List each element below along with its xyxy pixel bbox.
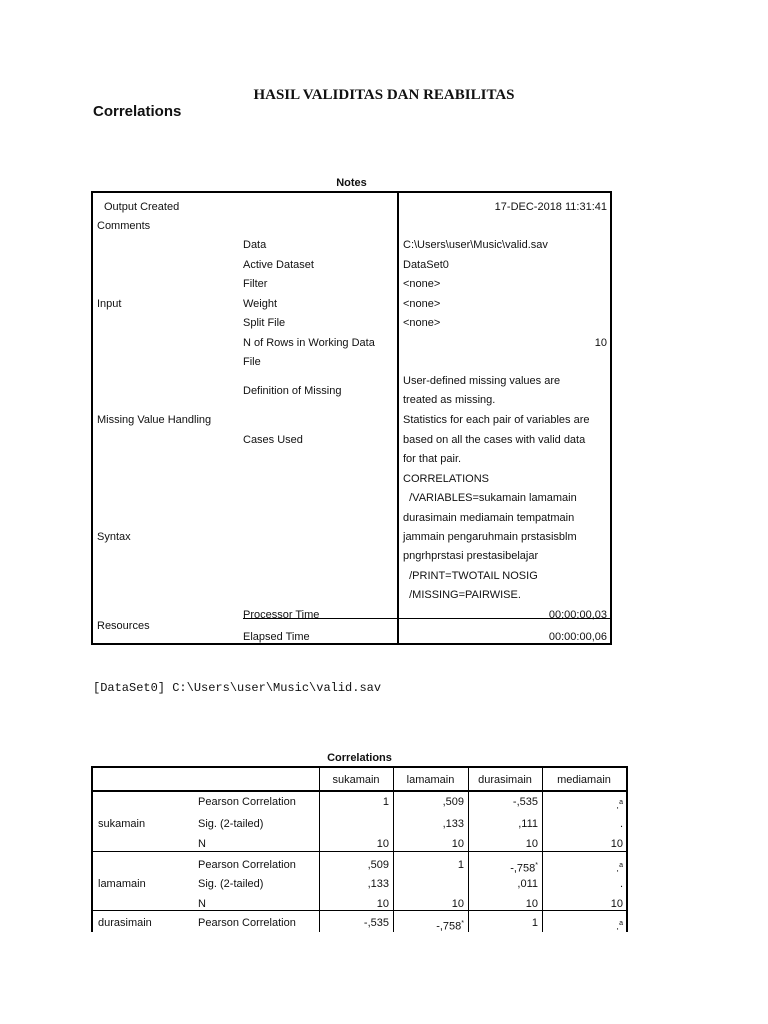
correlation-value-cell: ,133	[442, 818, 464, 830]
output-created-label: Output Created	[104, 201, 180, 213]
cases-used-label: Cases Used	[243, 434, 303, 446]
resources-label: Resources	[97, 620, 150, 632]
active-dataset-label: Active Dataset	[243, 259, 314, 271]
split-file-value: <none>	[403, 317, 441, 329]
syntax-line: /MISSING=PAIRWISE.	[403, 589, 521, 601]
definition-missing-value-continued: treated as missing.	[403, 394, 496, 406]
data-label: Data	[243, 239, 267, 251]
elapsed-time-label: Elapsed Time	[243, 631, 310, 643]
elapsed-time-value: 00:00:00,06	[548, 631, 607, 643]
syntax-line: /VARIABLES=sukamain lamamain	[403, 492, 577, 504]
correlation-value-cell: -,535	[512, 796, 538, 808]
correlation-value-cell: ,509	[442, 796, 464, 808]
correlation-value-cell: -,758*	[510, 862, 538, 875]
correlation-value-cell: 10	[451, 898, 464, 910]
stat-label: Sig. (2-tailed)	[198, 818, 264, 830]
correlations-caption: Correlations	[327, 752, 392, 764]
correlation-value-cell: 1	[382, 796, 389, 808]
column-header: lamamain	[406, 774, 455, 786]
comments-label: Comments	[97, 220, 151, 232]
column-header: durasimain	[478, 774, 532, 786]
n-rows-label-continued: File	[243, 356, 261, 368]
weight-label: Weight	[243, 298, 278, 310]
correlation-value-cell: ,111	[518, 818, 538, 830]
variable-label: durasimain	[98, 917, 152, 929]
syntax-line: pngrhprstasi prestasibelajar	[403, 550, 539, 562]
stat-label: Pearson Correlation	[198, 859, 296, 871]
correlation-value-cell: 10	[610, 898, 623, 910]
column-header: mediamain	[557, 774, 611, 786]
variable-label: lamamain	[98, 878, 146, 890]
processor-time-label: Processor Time	[243, 609, 320, 621]
weight-value: <none>	[403, 298, 441, 310]
syntax-line: /PRINT=TWOTAIL NOSIG	[403, 570, 538, 582]
column-divider	[468, 768, 469, 932]
stat-label: Pearson Correlation	[198, 796, 296, 808]
notes-column-divider	[397, 193, 399, 643]
stat-label: N	[198, 898, 206, 910]
correlation-value-cell: 1	[531, 917, 538, 929]
cases-used-value-end: for that pair.	[403, 453, 462, 465]
correlation-value-cell: 10	[525, 838, 538, 850]
group-divider	[93, 851, 626, 852]
dataset-command-line: [DataSet0] C:\Users\user\Music\valid.sav	[93, 681, 382, 695]
split-file-label: Split File	[243, 317, 286, 329]
syntax-line: CORRELATIONS	[403, 473, 489, 485]
correlation-value-cell: -,758*	[436, 920, 464, 932]
notes-table	[91, 191, 612, 645]
correlations-table	[91, 766, 628, 932]
stat-label: N	[198, 838, 206, 850]
cases-used-value-continued: based on all the cases with valid data	[403, 434, 586, 446]
correlation-value-cell: .$^a$	[616, 799, 623, 812]
correlation-value-cell: 10	[525, 898, 538, 910]
correlation-value-cell: 10	[376, 898, 389, 910]
document-title: HASIL VALIDITAS DAN REABILITAS	[253, 87, 515, 103]
processor-time-value: 00:00:00,03	[548, 609, 607, 621]
group-divider	[93, 910, 626, 911]
correlation-value-cell: ,011	[517, 878, 538, 890]
n-rows-value: 10	[594, 337, 607, 349]
column-divider	[542, 768, 543, 932]
correlation-value-cell: 10	[451, 838, 464, 850]
correlation-value-cell: .$^a$	[616, 920, 623, 932]
correlation-value-cell: .$^a$	[616, 862, 623, 875]
column-header: sukamain	[332, 774, 380, 786]
correlation-value-cell: ,133	[367, 878, 389, 890]
output-created-value: 17-DEC-2018 11:31:41	[494, 201, 607, 213]
correlation-value-cell: ,509	[367, 859, 389, 871]
syntax-line: jammain pengaruhmain prstasisblm	[403, 531, 577, 543]
column-divider	[319, 768, 320, 932]
missing-value-handling-label: Missing Value Handling	[97, 414, 212, 426]
syntax-label: Syntax	[97, 531, 131, 543]
correlation-value-cell: .	[619, 818, 623, 830]
data-value: C:\Users\user\Music\valid.sav	[403, 239, 548, 251]
header-divider	[93, 790, 626, 792]
n-rows-label: N of Rows in Working Data	[243, 337, 375, 349]
correlation-value-cell: 1	[457, 859, 464, 871]
correlation-value-cell: 10	[610, 838, 623, 850]
definition-missing-value: User-defined missing values are	[403, 375, 561, 387]
section-heading: Correlations	[93, 103, 182, 120]
notes-caption: Notes	[336, 177, 367, 189]
filter-value: <none>	[403, 278, 441, 290]
correlation-value-cell: 10	[376, 838, 389, 850]
input-label: Input	[97, 298, 122, 310]
variable-label: sukamain	[98, 818, 146, 830]
stat-label: Sig. (2-tailed)	[198, 878, 264, 890]
column-divider	[393, 768, 394, 932]
correlation-value-cell: .	[619, 878, 623, 890]
cases-used-value: Statistics for each pair of variables are	[403, 414, 590, 426]
syntax-line: durasimain mediamain tempatmain	[403, 512, 575, 524]
filter-label: Filter	[243, 278, 268, 290]
correlation-value-cell: -,535	[363, 917, 389, 929]
active-dataset-value: DataSet0	[403, 259, 449, 271]
stat-label: Pearson Correlation	[198, 917, 296, 929]
definition-missing-label: Definition of Missing	[243, 385, 342, 397]
